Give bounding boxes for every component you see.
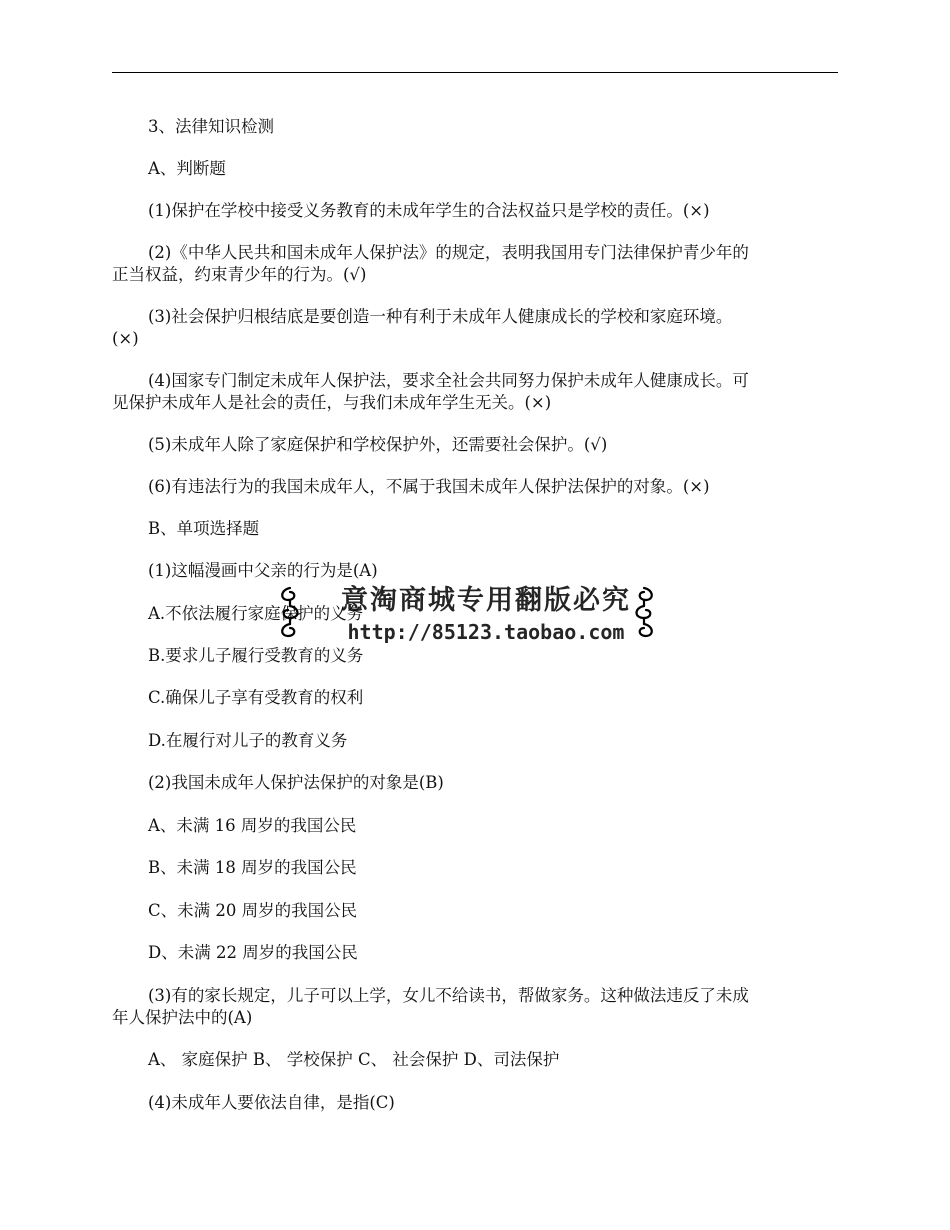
watermark-title: 意淘商城专用翻版必究 xyxy=(341,585,631,616)
watermark-url: http://85123.taobao.com xyxy=(347,620,625,644)
mc-question-2-option-b: B、未满 18 周岁的我国公民 xyxy=(148,858,357,877)
tf-question-3-line-2: (×) xyxy=(112,329,139,348)
tf-section-title: A、判断题 xyxy=(148,159,226,178)
mc-question-3-options: A、 家庭保护 B、 学校保护 C、 社会保护 D、司法保护 xyxy=(148,1050,560,1069)
mc-question-1-option-a: A.不依法履行家庭保护的义务 xyxy=(148,604,364,623)
section-heading: 3、法律知识检测 xyxy=(148,117,274,136)
header-rule xyxy=(112,72,838,73)
mc-question-4: (4)未成年人要依法自律，是指(C) xyxy=(148,1093,395,1112)
tf-question-1: (1)保护在学校中接受义务教育的未成年学生的合法权益只是学校的责任。(×) xyxy=(148,201,710,220)
mc-question-2-option-d: D、未满 22 周岁的我国公民 xyxy=(148,943,358,962)
tf-question-4-line-2: 见保护未成年人是社会的责任，与我们未成年学生无关。(×) xyxy=(112,393,552,412)
mc-question-1-option-c: C.确保儿子享有受教育的权利 xyxy=(148,688,364,707)
watermark-stamp xyxy=(316,580,676,650)
mc-question-3-line-1: (3)有的家长规定，儿子可以上学，女儿不给读书，帮做家务。这种做法违反了未成 xyxy=(148,986,749,1005)
tf-question-5: (5)未成年人除了家庭保护和学校保护外，还需要社会保护。(√) xyxy=(148,435,608,454)
mc-question-2-option-c: C、未满 20 周岁的我国公民 xyxy=(148,901,358,920)
mc-question-2-option-a: A、未满 16 周岁的我国公民 xyxy=(148,816,357,835)
tf-question-6: (6)有违法行为的我国未成年人，不属于我国未成年人保护法保护的对象。(×) xyxy=(148,477,710,496)
right-scroll-ornament-icon xyxy=(630,584,658,644)
tf-question-2-line-2: 正当权益，约束青少年的行为。(√) xyxy=(112,265,367,284)
tf-question-3-line-1: (3)社会保护归根结底是要创造一种有利于未成年人健康成长的学校和家庭环境。 xyxy=(148,307,733,326)
mc-question-1-option-b: B.要求儿子履行受教育的义务 xyxy=(148,646,364,665)
mc-question-3-line-2: 年人保护法中的(A) xyxy=(112,1008,253,1027)
mc-question-2: (2)我国未成年人保护法保护的对象是(B) xyxy=(148,773,444,792)
left-scroll-ornament-icon xyxy=(276,584,304,644)
tf-question-4-line-1: (4)国家专门制定未成年人保护法，要求全社会共同努力保护未成年人健康成长。可 xyxy=(148,371,749,390)
mc-section-title: B、单项选择题 xyxy=(148,519,260,538)
tf-question-2-line-1: (2)《中华人民共和国未成年人保护法》的规定，表明我国用专门法律保护青少年的 xyxy=(148,243,749,262)
mc-question-1: (1)这幅漫画中父亲的行为是(A) xyxy=(148,561,378,580)
mc-question-1-option-d: D.在履行对儿子的教育义务 xyxy=(148,731,348,750)
